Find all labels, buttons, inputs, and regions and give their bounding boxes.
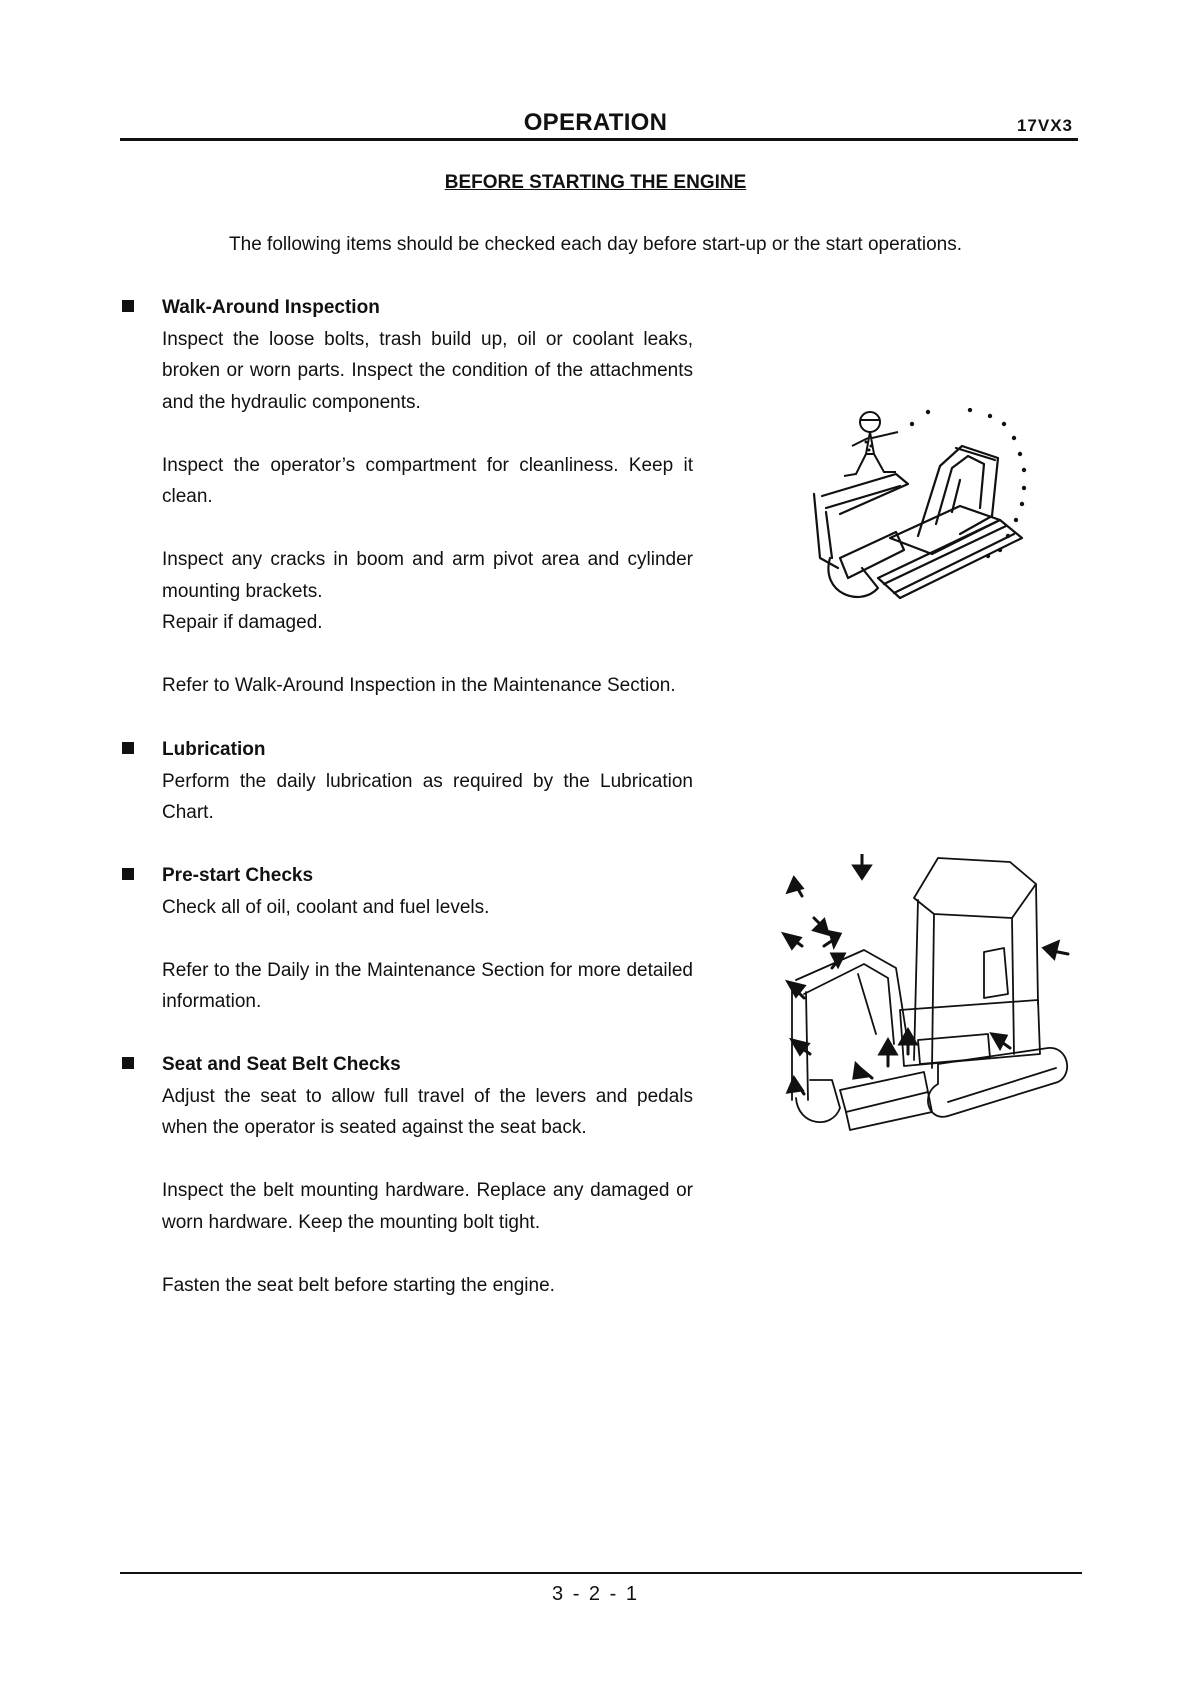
walk-around-inspection-illustration bbox=[800, 408, 1070, 633]
bullet-square-icon bbox=[122, 868, 134, 880]
section-paragraph: Inspect any cracks in boom and arm pivot area and cylinder mounting brackets. bbox=[162, 549, 693, 602]
section-title: BEFORE STARTING THE ENGINE bbox=[444, 172, 747, 193]
header-rule bbox=[120, 138, 1078, 141]
page-number: 3 - 2 - 1 bbox=[552, 1583, 639, 1605]
section-heading: Lubrication bbox=[162, 739, 266, 760]
section-paragraph: Fasten the seat belt before starting the engine. bbox=[162, 1274, 555, 1296]
bullet-square-icon bbox=[122, 742, 134, 754]
intro-text: The following items should be checked each day before start-up or the start operations. bbox=[229, 234, 962, 255]
section-paragraph: Repair if damaged. bbox=[162, 612, 323, 633]
section-heading: Seat and Seat Belt Checks bbox=[162, 1054, 401, 1075]
section-heading: Walk-Around Inspection bbox=[162, 297, 380, 318]
section-heading: Pre-start Checks bbox=[162, 865, 314, 886]
section-lubrication bbox=[122, 734, 702, 829]
section-pre-start-checks bbox=[122, 860, 702, 1018]
section-paragraph: Inspect the belt mounting hardware. Replace any damaged or worn hardware. Keep the mounting bolt tight. bbox=[162, 1180, 693, 1233]
section-walk-around-inspection bbox=[122, 292, 702, 702]
footer-rule bbox=[120, 1572, 1082, 1574]
page-header-title: OPERATION bbox=[523, 109, 668, 136]
section-paragraph: Adjust the seat to allow full travel of the levers and pedals when the operator is seated against the seat back. bbox=[162, 1085, 693, 1138]
section-paragraph: Perform the daily lubrication as required by the Lubrication Chart. bbox=[162, 770, 693, 823]
section-paragraph: Refer to the Daily in the Maintenance Section for more detailed information. bbox=[162, 959, 693, 1012]
section-paragraph: Refer to Walk-Around Inspection in the Maintenance Section. bbox=[162, 675, 676, 696]
section-paragraph: Inspect the loose bolts, trash build up, oil or coolant leaks, broken or worn parts. Inspect the condition of the attachments and the hydraulic components. bbox=[162, 328, 693, 413]
section-paragraph: Check all of oil, coolant and fuel levels. bbox=[162, 896, 490, 918]
bullet-square-icon bbox=[122, 1057, 134, 1069]
section-paragraph: Inspect the operator’s compartment for cleanliness. Keep it clean. bbox=[162, 454, 693, 507]
section-seat-belt-checks bbox=[122, 1049, 702, 1301]
model-code: 17VX3 bbox=[1016, 116, 1073, 135]
lubrication-points-illustration bbox=[748, 854, 1084, 1170]
bullet-square-icon bbox=[122, 300, 134, 312]
